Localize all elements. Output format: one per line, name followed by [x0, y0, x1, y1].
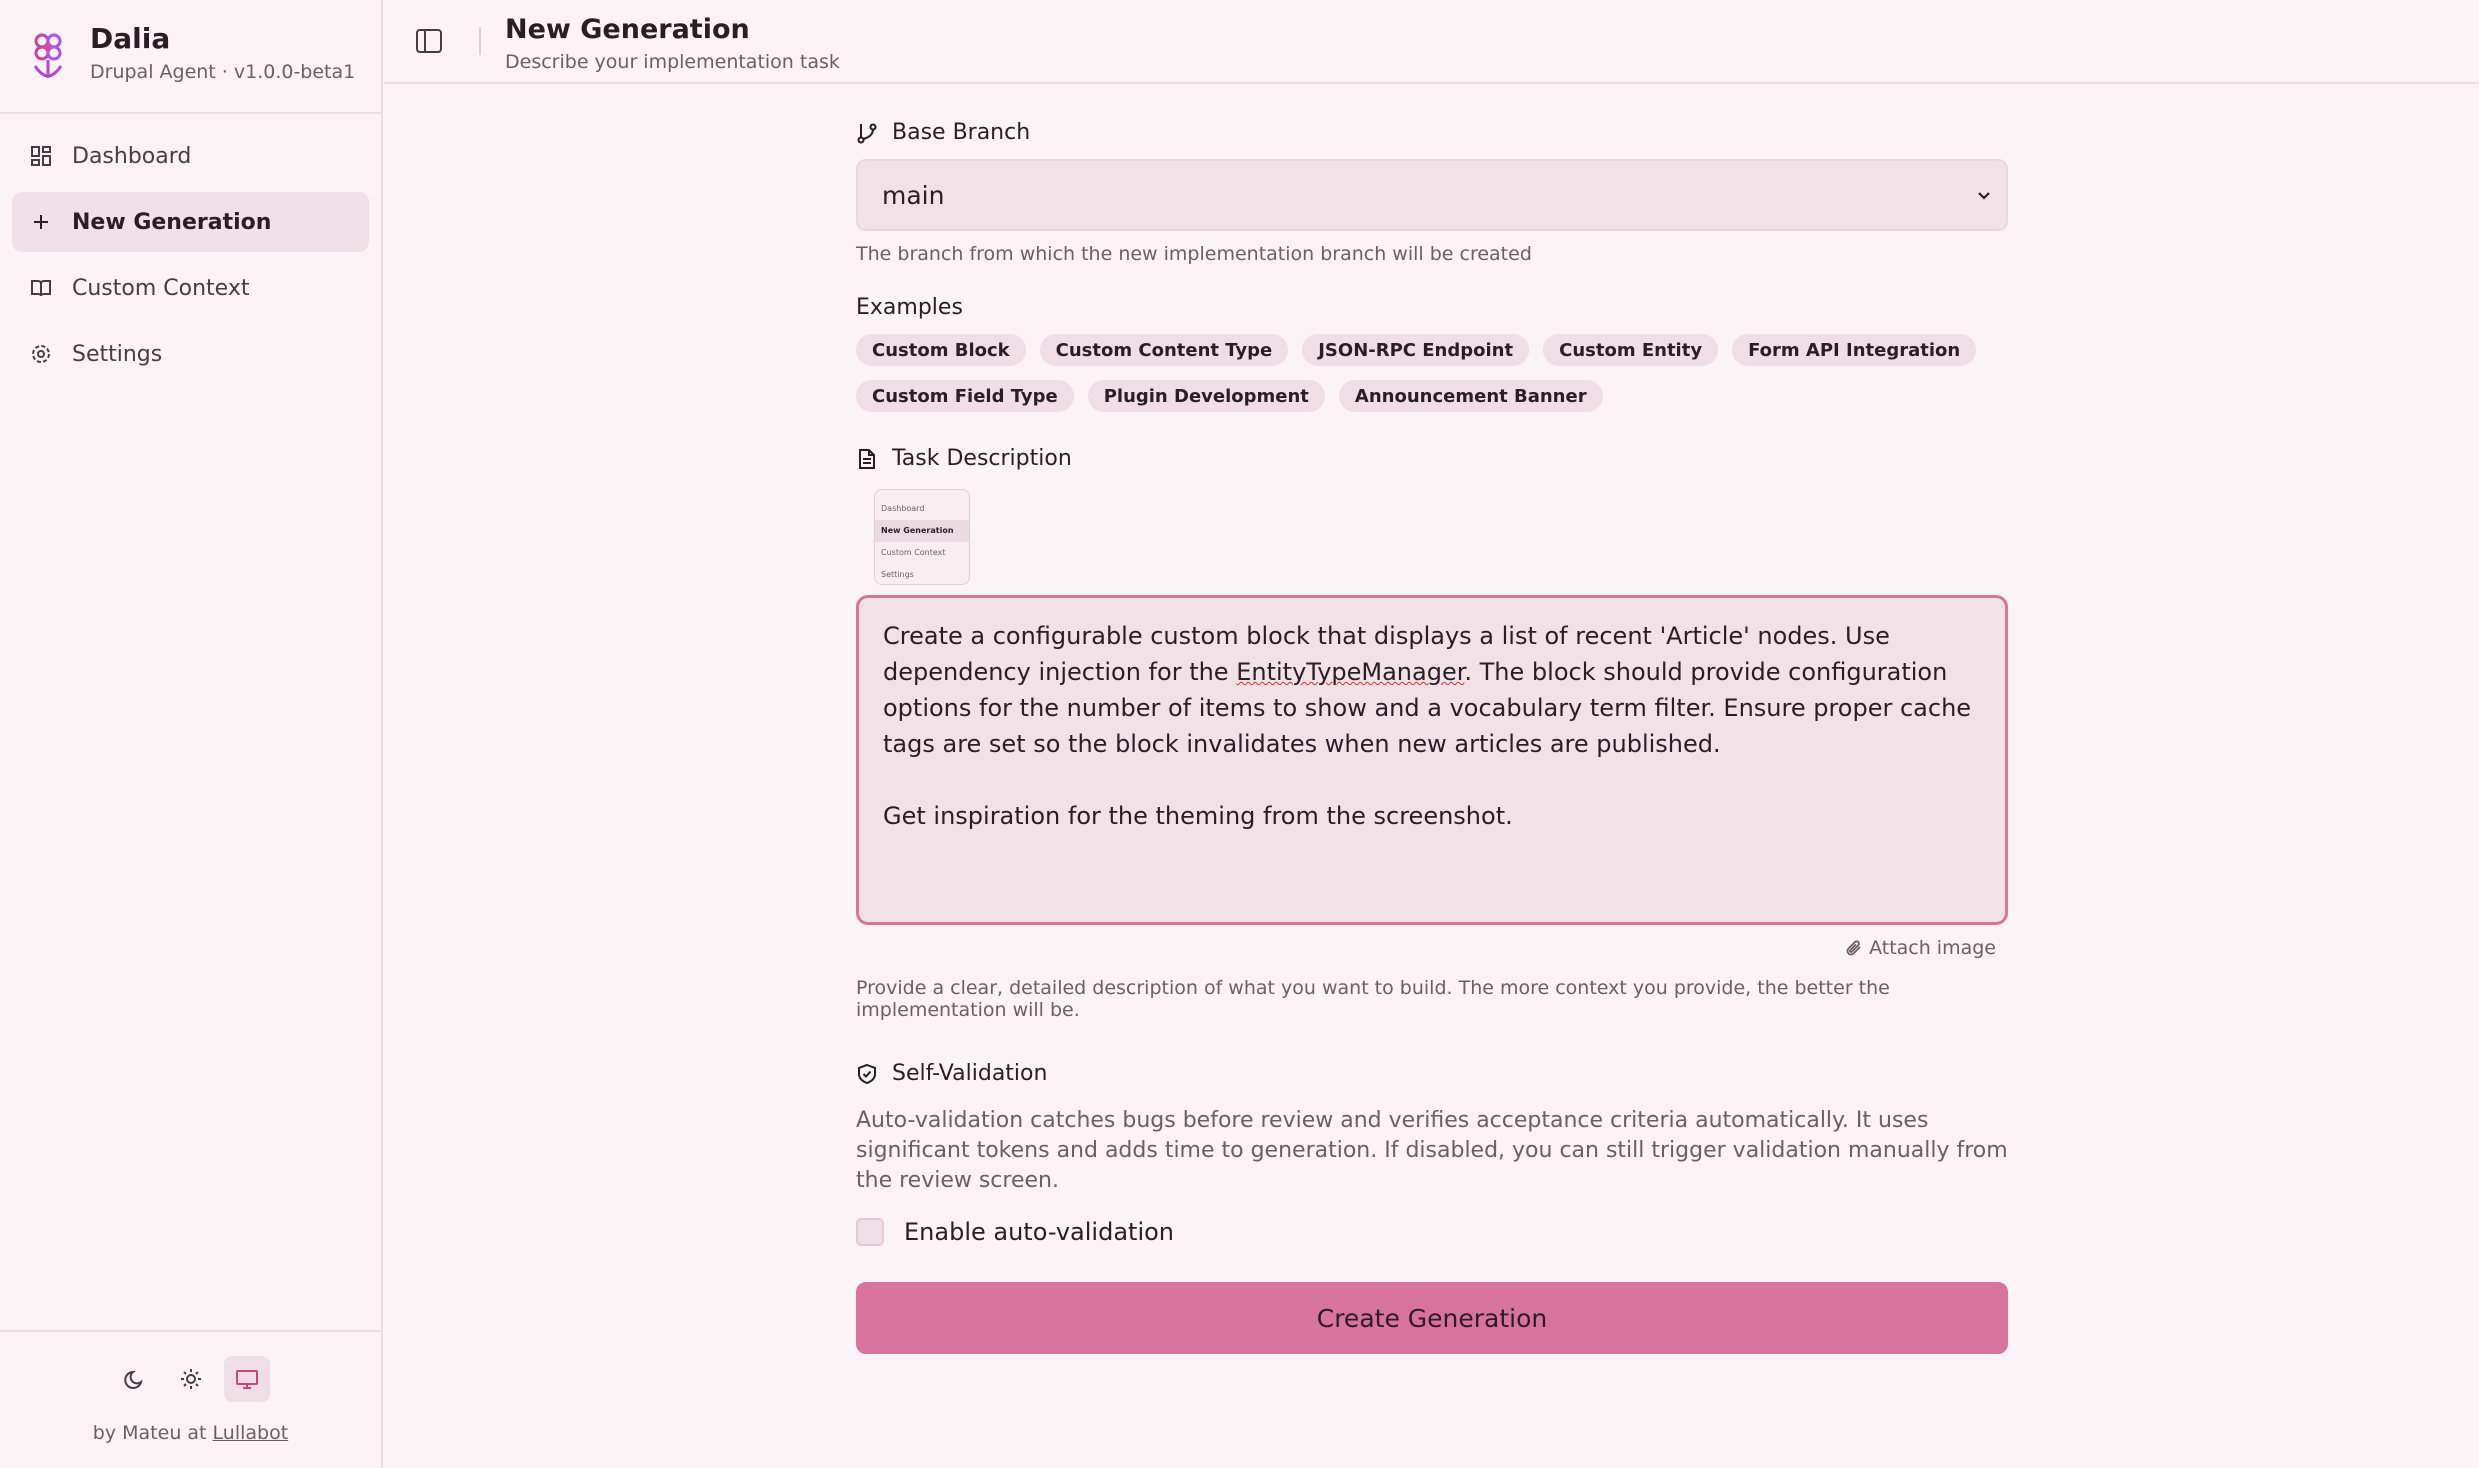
- base-branch-select[interactable]: [856, 159, 2008, 231]
- examples-label: Examples: [856, 295, 963, 320]
- auto-validation-label[interactable]: Enable auto-validation: [904, 1218, 1175, 1246]
- shield-check-icon: [856, 1063, 878, 1085]
- self-validation-label: [856, 1061, 2008, 1086]
- example-chip[interactable]: Custom Block: [856, 334, 1026, 366]
- page-title: New Generation: [505, 14, 750, 45]
- brand: [0, 0, 381, 114]
- credit-prefix: by Mateu at: [92, 1422, 207, 1444]
- base-branch-value: main: [882, 180, 945, 210]
- sidebar: [0, 0, 383, 1468]
- base-branch-hint: The branch from which the new implementation branch will be created: [856, 243, 1532, 265]
- sidebar-footer: [0, 1330, 381, 1468]
- sidebar-item-label: Settings: [72, 341, 163, 367]
- topbar-divider: [479, 27, 481, 55]
- sidebar-item-settings[interactable]: [12, 324, 369, 384]
- sidebar-item-label: Dashboard: [72, 143, 192, 169]
- flower-logo-icon: [30, 32, 66, 80]
- example-chip[interactable]: JSON-RPC Endpoint: [1302, 334, 1529, 366]
- base-branch-label-text: Base Branch: [892, 120, 1031, 145]
- self-validation-description: Auto-validation catches bugs before review and verifies acceptance criteria automatically. It uses significant tokens and adds time to generation. If disabled, you can still trigger validation manually from the review screen.: [856, 1108, 2008, 1193]
- example-chip[interactable]: Custom Field Type: [856, 380, 1074, 412]
- attach-image-label: Attach image: [1869, 937, 1996, 959]
- page-subtitle: Describe your implementation task: [505, 51, 840, 73]
- dark-theme-button[interactable]: [112, 1356, 158, 1402]
- gear-icon: [30, 343, 52, 365]
- dashboard-icon: [30, 145, 52, 167]
- credit: [0, 1422, 381, 1444]
- panel-left-icon: [414, 26, 444, 56]
- task-description-hint: Provide a clear, detailed description of what you want to build. The more context you provide, the better the implementation will be.: [856, 977, 1890, 1021]
- plus-icon: [30, 211, 52, 233]
- thumbnail-item: Custom Context: [881, 548, 946, 557]
- auto-validation-row: [856, 1218, 2008, 1246]
- thumbnail-item: New Generation: [875, 520, 969, 542]
- light-theme-button[interactable]: [168, 1356, 214, 1402]
- example-chip[interactable]: Form API Integration: [1732, 334, 1976, 366]
- example-chip[interactable]: Announcement Banner: [1339, 380, 1603, 412]
- topbar: [384, 0, 2479, 84]
- example-chip[interactable]: Custom Entity: [1543, 334, 1718, 366]
- base-branch-label: [856, 120, 2008, 145]
- task-text-part2: . The block should provide configuration options for the number of items to show and a vocabulary term filter. Ensure proper cache tags are set so the block invalidates when new articles are published. Get inspiration for the theming from the screenshot.: [883, 658, 1972, 830]
- document-icon: [856, 448, 878, 470]
- paperclip-icon: [1845, 939, 1863, 957]
- auto-validation-checkbox[interactable]: [856, 1218, 884, 1246]
- task-description-label-text: Task Description: [892, 446, 1072, 471]
- create-generation-button[interactable]: [856, 1282, 2008, 1354]
- sidebar-item-custom-context[interactable]: [12, 258, 369, 318]
- attach-image-button[interactable]: [856, 937, 2008, 959]
- example-chip[interactable]: Custom Content Type: [1040, 334, 1289, 366]
- system-theme-button[interactable]: [224, 1356, 270, 1402]
- create-generation-label: Create Generation: [1316, 1303, 1548, 1333]
- sidebar-item-new-generation[interactable]: [12, 192, 369, 252]
- example-chip[interactable]: Plugin Development: [1088, 380, 1325, 412]
- sidebar-item-label: New Generation: [72, 209, 272, 235]
- lullabot-link[interactable]: Lullabot: [212, 1422, 289, 1444]
- book-icon: [30, 277, 52, 299]
- sidebar-item-label: Custom Context: [72, 275, 250, 301]
- git-branch-icon: [856, 122, 878, 144]
- generation-form: [856, 84, 2008, 1354]
- sidebar-item-dashboard[interactable]: [12, 126, 369, 186]
- moon-icon: [124, 1368, 146, 1390]
- thumbnail-item: Dashboard: [881, 504, 925, 513]
- thumbnail-item: Settings: [881, 570, 914, 579]
- app-version: Drupal Agent · v1.0.0-beta1: [90, 60, 356, 83]
- theme-switcher: [0, 1356, 381, 1402]
- task-description-label: [856, 446, 2008, 471]
- attached-image-thumbnail[interactable]: [874, 489, 970, 585]
- monitor-icon: [235, 1368, 259, 1390]
- task-description-textarea[interactable]: [856, 595, 2008, 925]
- app-name: Dalia: [90, 21, 171, 55]
- task-text-part1: Create a configurable custom block that displays a list of recent 'Article' nodes. Use dependency injection for the: [883, 622, 1898, 686]
- sidebar-toggle-button[interactable]: [414, 26, 444, 56]
- examples-chips: [856, 334, 2008, 412]
- sidebar-nav: [0, 114, 381, 402]
- chevron-down-icon: [1976, 187, 1992, 203]
- task-text-misspelled: EntityTypeManager: [1236, 658, 1465, 686]
- sun-icon: [180, 1368, 202, 1390]
- self-validation-label-text: Self-Validation: [892, 1061, 1048, 1086]
